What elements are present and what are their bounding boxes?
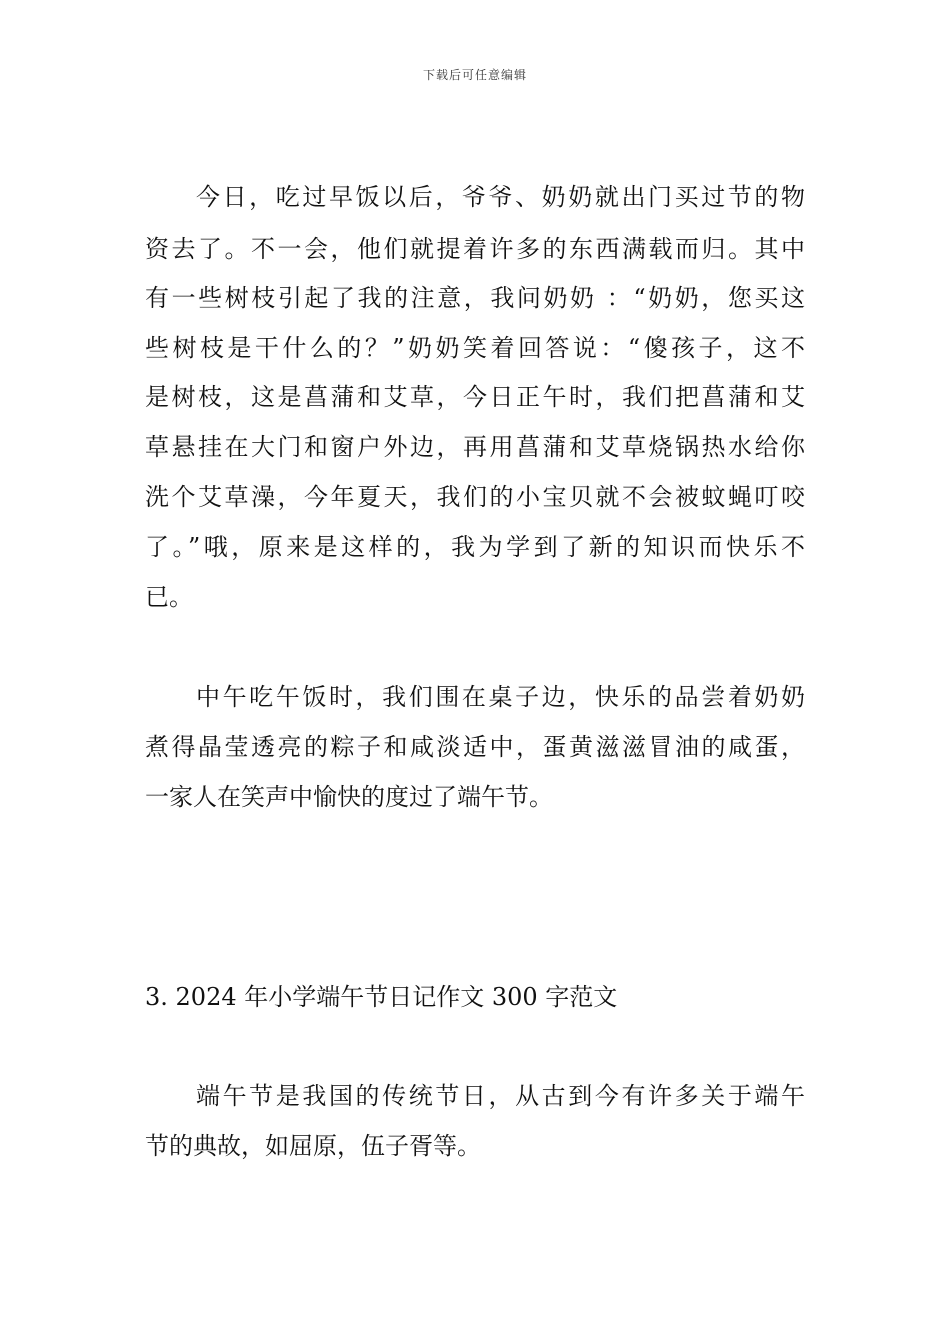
paragraph-line: 是树枝，这是菖蒲和艾草，今日正午时，我们把菖蒲和艾 — [145, 383, 805, 411]
paragraph-line: 一家人在笑声中愉快的度过了端午节。 — [145, 783, 553, 811]
paragraph-line: 些树枝是干什么的？”奶奶笑着回答说：“傻孩子，这不 — [145, 334, 805, 362]
paragraph-line: 今日，吃过早饭以后，爷爷、奶奶就出门买过节的物 — [196, 183, 805, 211]
paragraph-line: 节的典故，如屈原，伍子胥等。 — [145, 1132, 481, 1160]
paragraph-line: 煮得晶莹透亮的粽子和咸淡适中，蛋黄滋滋冒油的咸蛋， — [145, 733, 805, 761]
paragraph-line: 洗个艾草澡，今年夏天，我们的小宝贝就不会被蚊蝇叮咬 — [145, 483, 805, 511]
paragraph-line: 了。”哦，原来是这样的，我为学到了新的知识而快乐不 — [145, 533, 805, 561]
paragraph-line: 中午吃午饭时，我们围在桌子边，快乐的品尝着奶奶 — [196, 683, 805, 711]
paragraph-line: 资去了。不一会，他们就提着许多的东西满载而归。其中 — [145, 235, 805, 263]
paragraph-line: 端午节是我国的传统节日，从古到今有许多关于端午 — [196, 1082, 805, 1110]
paragraph-line: 有一些树枝引起了我的注意，我问奶奶 ：“奶奶，您买这 — [145, 284, 805, 312]
paragraph-line: 草悬挂在大门和窗户外边，再用菖蒲和艾草烧锅热水给你 — [145, 433, 805, 461]
paragraph-line: 已。 — [145, 583, 193, 611]
header-note: 下载后可任意编辑 — [422, 68, 527, 82]
section-heading: 3. 2024 年小学端午节日记作文 300 字范文 — [145, 983, 618, 1011]
